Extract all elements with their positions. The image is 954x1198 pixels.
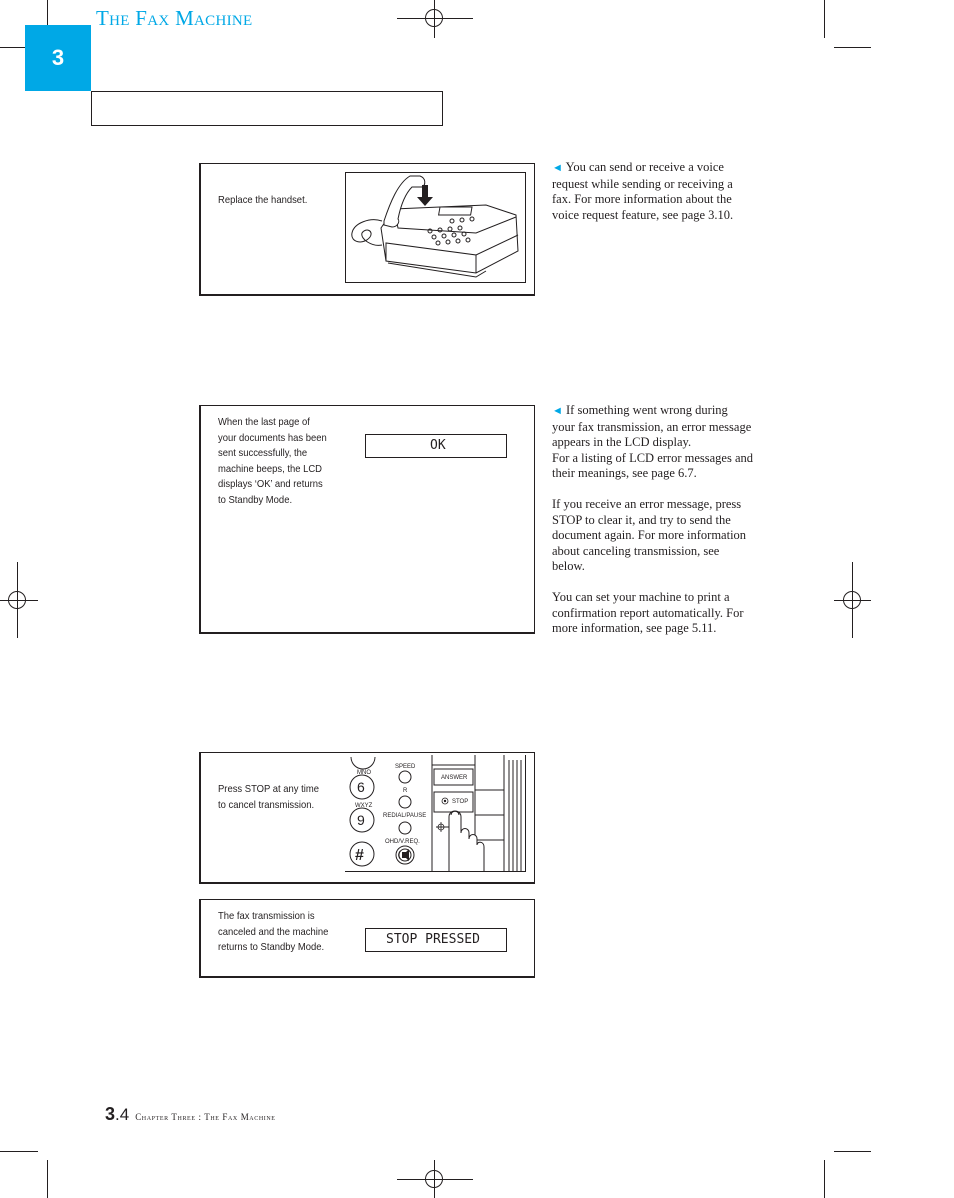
- chapter-number: 3: [51, 45, 65, 70]
- stop-button[interactable]: STOP: [452, 799, 469, 805]
- speed-label: SPEED: [395, 764, 416, 770]
- note-voice-request: ◄ You can send or receive a voice request while sending or receiving a fax. For more information about the voice request feature, see page 3.10.: [552, 160, 734, 222]
- key-9-letters: WXYZ: [355, 803, 373, 809]
- control-panel-stop-icon: [345, 755, 526, 872]
- footer-chapter-label: Chapter Three : The Fax Machine: [135, 1112, 276, 1122]
- key-6[interactable]: 6: [357, 779, 365, 795]
- ohd-vreq-label: OHD/V.REQ.: [385, 839, 420, 845]
- step-text: The fax transmission is canceled and the machine returns to Standby Mode.: [218, 910, 329, 953]
- chapter-title-box: [91, 91, 443, 126]
- lcd-display: STOP PRESSED: [365, 928, 507, 952]
- step-text: Replace the handset.: [218, 194, 308, 206]
- key-9[interactable]: 9: [357, 812, 365, 828]
- note-marker-icon: ◄: [552, 162, 563, 174]
- note-error-message: ◄ If something went wrong during your fax transmission, an error message appears in the LCD display. For a listing of LCD error messages and their meanings, see page 6.7. If you receive an error message, press STOP to clear it, and try to send the document again. For more information about canceling transmission, see below. You can set your machine to print a confirmation report automatically. For more information, see page 5.11.: [552, 403, 754, 635]
- lcd-display: OK: [365, 434, 507, 458]
- page-footer: [105, 1104, 276, 1125]
- redial-pause-label: REDIAL/PAUSE: [383, 813, 427, 819]
- chapter-number-tab: [25, 25, 91, 91]
- page-number-major: 3: [105, 1104, 116, 1124]
- fax-machine-handset-icon: [345, 172, 526, 283]
- key-hash[interactable]: #: [355, 847, 364, 864]
- step-text: When the last page of your documents has been sent successfully, the machine beeps, the LCD displays ‘OK’ and returns to Standby Mode.: [218, 416, 327, 506]
- step-text: Press STOP at any time to cancel transmission.: [218, 783, 320, 811]
- r-label: R: [403, 788, 408, 794]
- page-number-minor: .4: [115, 1105, 130, 1124]
- key-6-letters: MNO: [357, 770, 371, 776]
- chapter-title: The Fax Machine: [96, 6, 253, 30]
- note-marker-icon: ◄: [552, 405, 563, 417]
- answer-button[interactable]: ANSWER: [441, 775, 468, 781]
